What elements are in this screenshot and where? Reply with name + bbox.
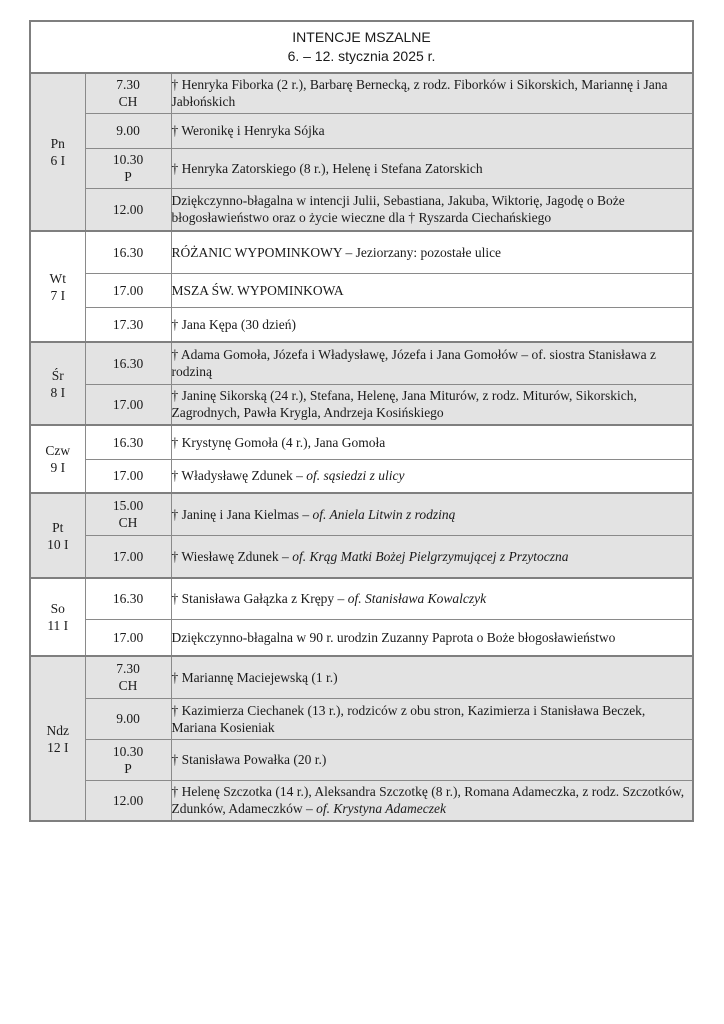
mass-time-cell — [85, 148, 171, 188]
day-date: 9 I — [50, 460, 66, 475]
mass-time: 12.00 — [112, 792, 144, 808]
day-date: 10 I — [47, 536, 69, 552]
mass-row — [30, 578, 693, 619]
mass-intention-cell — [171, 739, 693, 780]
mass-row — [30, 656, 693, 698]
mass-time: 16.30 — [112, 434, 144, 450]
day-cell — [30, 231, 85, 342]
mass-intention-cell — [171, 619, 693, 656]
mass-time-cell — [85, 425, 171, 459]
mass-location-note: CH — [118, 94, 138, 110]
intention-text: MSZA ŚW. WYPOMINKOWA — [171, 282, 344, 298]
mass-intention-cell — [171, 535, 693, 578]
intention-text: † Mariannę Maciejewską (1 r.) — [171, 669, 338, 685]
mass-row — [30, 459, 693, 493]
mass-intention-cell — [171, 113, 693, 148]
day-cell — [30, 493, 85, 578]
mass-time: 9.00 — [116, 711, 140, 726]
mass-time-cell — [85, 188, 171, 231]
intention-text: † Helenę Szczotka (14 r.), Aleksandra Szczotkę (8 r.), Romana Adameczka, z rodz. Szczotków, Zdunków, Adameczków – — [171, 784, 685, 817]
intention-text: † Stanisława Powałka (20 r.) — [171, 752, 327, 767]
intention-text: Dziękczynno-błagalna w intencji Julii, Sebastiana, Jakuba, Wiktorię, Jagodę o Boże błogosławieństwo oraz o życie wieczne dla † Ryszarda Ciechańskiego — [171, 193, 625, 226]
intention-text: † Henryka Fiborka (2 r.), Barbarę Bernecką, z rodz. Fiborków i Sikorskich, Mariannę i Jana Jabłońskich — [171, 77, 668, 110]
mass-row — [30, 273, 693, 307]
mass-time-cell — [85, 656, 171, 698]
mass-intention-cell — [171, 698, 693, 739]
offered-by: of. Krystyna Adameczek — [316, 801, 446, 817]
day-date: 8 I — [50, 384, 66, 400]
mass-row — [30, 307, 693, 342]
day-date: 6 I — [50, 153, 66, 168]
intention-text: † Stanisława Gałązka z Krępy – — [171, 591, 348, 607]
mass-time-cell — [85, 459, 171, 493]
mass-time: 7.30 — [116, 661, 140, 677]
intention-text: † Janinę Sikorską (24 r.), Stefana, Helenę, Jana Miturów, z rodz. Miturów, Sikorskich, Zagrodnych, Pawła Krygla, Andrzeja Kosińskiego — [171, 388, 637, 421]
mass-time: 7.30 — [116, 77, 140, 93]
mass-intention-cell — [171, 231, 693, 273]
mass-location-note: P — [124, 760, 132, 776]
intention-text: † Władysławę Zdunek – — [171, 468, 307, 484]
mass-intention-cell — [171, 384, 693, 425]
day-date: 7 I — [50, 287, 66, 303]
mass-time-cell — [85, 493, 171, 535]
mass-time: 10.30 — [112, 152, 144, 167]
document-date-range: 6. – 12. stycznia 2025 r. — [287, 48, 436, 64]
mass-time-cell — [85, 307, 171, 342]
mass-time-cell — [85, 113, 171, 148]
offered-by: of. Aniela Litwin z rodziną — [312, 506, 456, 522]
mass-time-cell — [85, 342, 171, 384]
mass-intentions-table — [29, 20, 694, 822]
mass-location-note: P — [124, 169, 132, 184]
mass-intention-cell — [171, 425, 693, 459]
mass-time: 17.00 — [112, 468, 144, 484]
offered-by: of. Krąg Matki Bożej Pielgrzymującej z Przytoczna — [292, 548, 569, 564]
mass-intention-cell — [171, 459, 693, 493]
mass-time-cell — [85, 231, 171, 273]
day-cell — [30, 425, 85, 493]
mass-time-cell — [85, 535, 171, 578]
mass-time-cell — [85, 578, 171, 619]
mass-time: 17.00 — [112, 396, 144, 412]
mass-row — [30, 739, 693, 780]
mass-row — [30, 384, 693, 425]
document-title: INTENCJE MSZALNE — [292, 29, 431, 45]
mass-time-cell — [85, 780, 171, 821]
mass-time-cell — [85, 273, 171, 307]
mass-row — [30, 342, 693, 384]
document-header — [30, 21, 693, 73]
mass-intention-cell — [171, 307, 693, 342]
mass-row — [30, 619, 693, 656]
mass-time-cell — [85, 619, 171, 656]
day-name: Czw — [45, 443, 71, 458]
mass-intention-cell — [171, 73, 693, 113]
day-cell — [30, 73, 85, 231]
mass-row — [30, 231, 693, 273]
mass-row — [30, 425, 693, 459]
mass-row — [30, 188, 693, 231]
day-name: Pn — [50, 136, 65, 151]
mass-intention-cell — [171, 342, 693, 384]
mass-intention-cell — [171, 578, 693, 619]
day-date: 11 I — [47, 618, 69, 633]
mass-time: 17.00 — [112, 548, 144, 564]
mass-time-cell — [85, 739, 171, 780]
mass-time: 16.30 — [112, 355, 144, 371]
mass-time: 9.00 — [116, 123, 140, 138]
mass-row — [30, 535, 693, 578]
day-cell — [30, 578, 85, 656]
mass-row — [30, 698, 693, 739]
day-name: Pt — [52, 519, 64, 535]
mass-time: 12.00 — [112, 201, 144, 217]
day-date: 12 I — [47, 739, 69, 755]
day-name: Wt — [49, 270, 66, 286]
table-header-row — [30, 21, 693, 73]
mass-intention-cell — [171, 188, 693, 231]
intention-text: † Krystynę Gomoła (4 r.), Jana Gomoła — [171, 434, 386, 450]
mass-time: 15.00 — [112, 498, 144, 514]
mass-intention-cell — [171, 273, 693, 307]
schedule-body — [30, 73, 693, 821]
intention-text: † Henryka Zatorskiego (8 r.), Helenę i Stefana Zatorskich — [171, 160, 483, 176]
mass-row — [30, 148, 693, 188]
intention-text: † Janinę i Jana Kielmas – — [171, 506, 313, 522]
mass-time: 10.30 — [112, 743, 144, 759]
mass-location-note: CH — [118, 678, 138, 694]
mass-time-cell — [85, 384, 171, 425]
mass-time-cell — [85, 698, 171, 739]
mass-row — [30, 113, 693, 148]
intention-text: † Jana Kępa (30 dzień) — [171, 316, 296, 332]
mass-time: 17.00 — [112, 282, 144, 298]
mass-intention-cell — [171, 493, 693, 535]
mass-time: 17.30 — [112, 316, 144, 332]
mass-intention-cell — [171, 148, 693, 188]
mass-row — [30, 780, 693, 821]
mass-time-cell — [85, 73, 171, 113]
mass-location-note: CH — [118, 515, 138, 531]
intention-text: Dziękczynno-błagalna w 90 r. urodzin Zuzanny Paprota o Boże błogosławieństwo — [171, 629, 616, 645]
intention-text: † Weronikę i Henryka Sójka — [171, 123, 325, 138]
day-name: So — [50, 601, 65, 616]
intention-text: † Kazimierza Ciechanek (13 r.), rodziców z obu stron, Kazimierza i Stanisława Beczek, Mariana Kosieniak — [171, 702, 646, 735]
day-cell — [30, 342, 85, 425]
day-name: Ndz — [46, 722, 69, 738]
mass-row — [30, 493, 693, 535]
mass-intention-cell — [171, 780, 693, 821]
day-cell — [30, 656, 85, 821]
intention-text: RÓŻANIC WYPOMINKOWY – Jeziorzany: pozostałe ulice — [171, 244, 502, 260]
mass-row — [30, 73, 693, 113]
intention-text: † Wiesławę Zdunek – — [171, 548, 293, 564]
day-name: Śr — [51, 367, 64, 383]
offered-by: of. sąsiedzi z ulicy — [306, 468, 405, 484]
mass-time: 16.30 — [112, 244, 144, 260]
mass-intention-cell — [171, 656, 693, 698]
offered-by: of. Stanisława Kowalczyk — [347, 591, 487, 607]
mass-time: 17.00 — [112, 629, 144, 645]
intention-text: † Adama Gomoła, Józefa i Władysławę, Józefa i Jana Gomołów – of. siostra Stanisława z rodziną — [171, 347, 656, 380]
mass-time: 16.30 — [112, 591, 144, 607]
